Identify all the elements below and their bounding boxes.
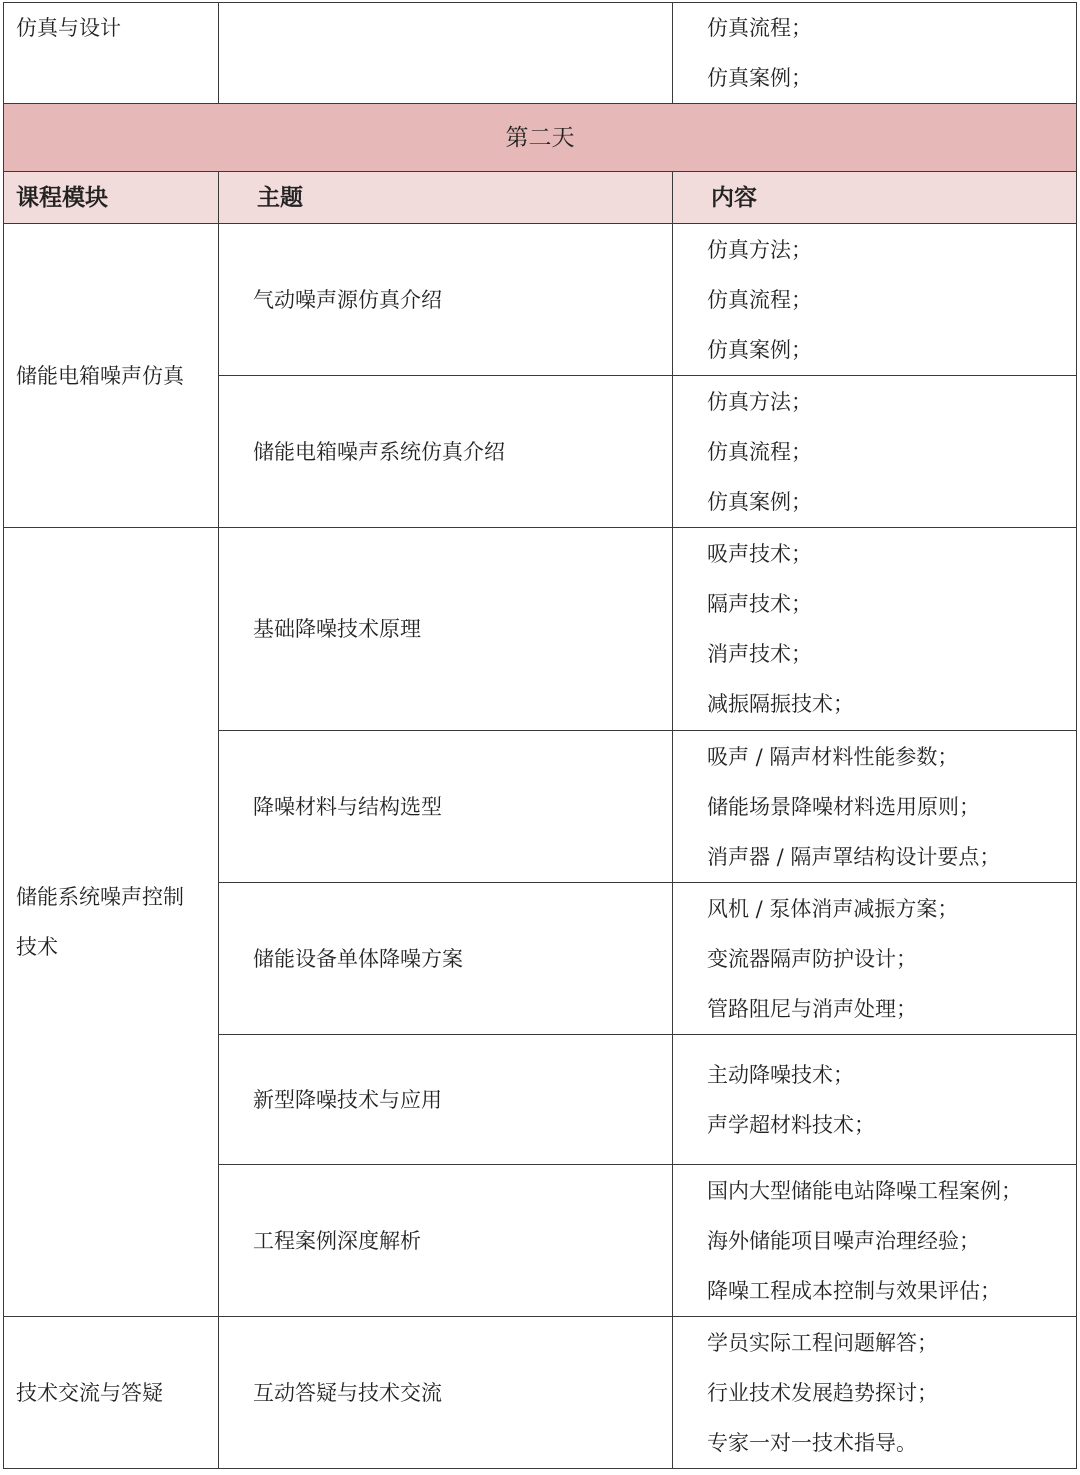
module-label: 技术交流与答疑 (16, 1380, 163, 1405)
module-cell (4, 3, 219, 104)
content-cell (673, 224, 1077, 376)
content-item: 仿真流程； (707, 16, 812, 40)
module-label-line: 技术 (16, 935, 58, 959)
content-cell (673, 3, 1077, 104)
content-item: 国内大型储能电站降噪工程案例； (707, 1178, 1022, 1203)
topic-cell: 新型降噪技术与应用 (219, 1035, 673, 1165)
content-item: 消声器 / 隔声罩结构设计要点； (707, 844, 1001, 869)
content-item: 仿真方法； (707, 237, 812, 262)
module-label: 仿真与设计 (16, 16, 121, 40)
content-item: 专家一对一技术指导。 (707, 1430, 917, 1455)
content-item: 降噪工程成本控制与效果评估； (707, 1278, 1001, 1303)
content-item: 储能场景降噪材料选用原则； (707, 794, 980, 819)
table-row (4, 528, 1077, 731)
column-header-content: 内容 (673, 172, 1077, 224)
content-item: 管路阻尼与消声处理； (707, 996, 917, 1021)
topic-cell: 工程案例深度解析 (219, 1165, 673, 1317)
content-item: 声学超材料技术； (707, 1112, 875, 1137)
content-item: 仿真流程； (707, 439, 812, 464)
topic-cell: 降噪材料与结构选型 (219, 731, 673, 883)
header-row (4, 172, 1077, 224)
module-cell (4, 528, 219, 1317)
content-item: 主动降噪技术； (707, 1062, 854, 1087)
column-header-module: 课程模块 (4, 172, 219, 224)
content-item: 海外储能项目噪声治理经验； (707, 1228, 980, 1253)
content-item: 学员实际工程问题解答； (707, 1330, 938, 1355)
content-cell (673, 1035, 1077, 1165)
content-item: 仿真方法； (707, 389, 812, 414)
table-row (4, 3, 1077, 104)
content-cell (673, 883, 1077, 1035)
content-item: 吸声 / 隔声材料性能参数； (707, 744, 959, 769)
topic-cell: 储能设备单体降噪方案 (219, 883, 673, 1035)
content-cell (673, 1317, 1077, 1469)
content-cell (673, 528, 1077, 731)
day-title-row (4, 104, 1077, 172)
day-title: 第二天 (4, 104, 1077, 172)
topic-cell: 储能电箱噪声系统仿真介绍 (219, 376, 673, 528)
content-item: 吸声技术； (707, 542, 812, 566)
table-row (4, 224, 1077, 376)
content-item: 仿真流程； (707, 287, 812, 312)
content-cell (673, 376, 1077, 528)
topic-cell: 互动答疑与技术交流 (219, 1317, 673, 1469)
content-cell (673, 1165, 1077, 1317)
content-item: 行业技术发展趋势探讨； (707, 1380, 938, 1405)
content-item: 风机 / 泵体消声减振方案； (707, 896, 959, 921)
content-item: 减振隔振技术； (707, 692, 854, 716)
table-row (4, 1317, 1077, 1469)
content-item: 隔声技术； (707, 592, 812, 616)
module-label: 储能电箱噪声仿真 (16, 363, 184, 388)
content-item: 仿真案例； (707, 337, 812, 362)
course-schedule-table (3, 2, 1077, 1469)
content-item: 仿真案例； (707, 489, 812, 514)
content-item: 消声技术； (707, 642, 812, 666)
topic-cell: 气动噪声源仿真介绍 (219, 224, 673, 376)
content-item: 变流器隔声防护设计； (707, 946, 917, 971)
module-cell (4, 1317, 219, 1469)
topic-cell: 基础降噪技术原理 (219, 528, 673, 731)
content-item: 仿真案例； (707, 66, 812, 90)
topic-cell (219, 3, 673, 104)
module-cell (4, 224, 219, 528)
column-header-topic: 主题 (219, 172, 673, 224)
module-label-line: 储能系统噪声控制 (16, 885, 184, 909)
content-cell (673, 731, 1077, 883)
